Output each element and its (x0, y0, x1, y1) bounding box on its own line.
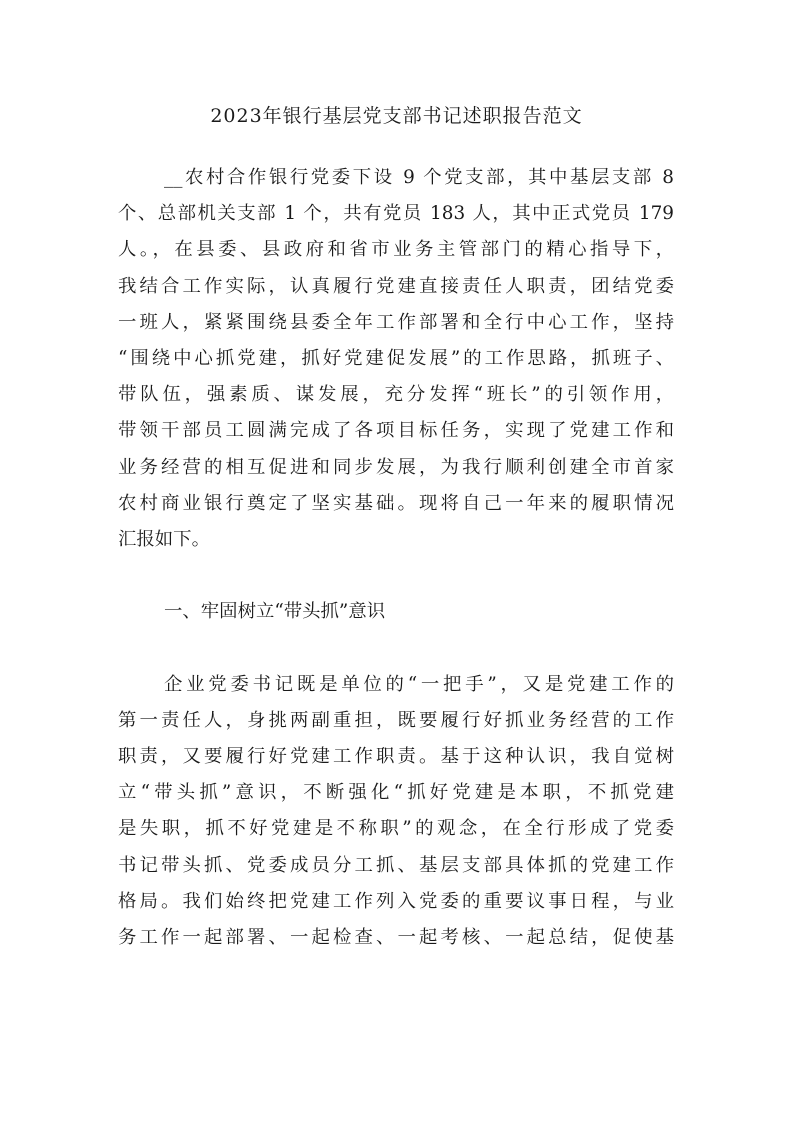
paragraph-line: 汇报如下。 (118, 528, 210, 550)
paragraph-line: 是失职，抓不好党建是不称职”的观念，在全行形成了党委 (118, 818, 674, 840)
paragraph-line: 务工作一起部署、一起检查、一起考核、一起总结，促使基 (118, 926, 674, 948)
paragraph-line: __农村合作银行党委下设 9 个党支部，其中基层支部 8 (164, 167, 674, 188)
paragraph-line: 一班人，紧紧围绕县委全年工作部署和全行中心工作，坚持 (118, 311, 674, 333)
paragraph-line: 我结合工作实际，认真履行党建直接责任人职责，团结党委 (118, 275, 674, 297)
document-title: 2023年银行基层党支部书记述职报告范文 (210, 105, 583, 127)
paragraph-line: 个、总部机关支部 1 个，共有党员 183 人，其中正式党员 179 (118, 203, 674, 225)
paragraph-line: 书记带头抓、党委成员分工抓、基层支部具体抓的党建工作 (118, 854, 674, 876)
paragraph-gap (118, 630, 674, 666)
paragraph-line: “围绕中心抓党建，抓好党建促发展”的工作思路，抓班子、 (118, 347, 674, 369)
paragraph-line: 带队伍，强素质、谋发展，充分发挥“班长”的引领作用， (118, 384, 674, 406)
paragraph-line: 农村商业银行奠定了坚实基础。现将自己一年来的履职情况 (118, 492, 674, 514)
paragraph-line: 业务经营的相互促进和同步发展，为我行顺利创建全市首家 (118, 456, 674, 478)
paragraph-line: 第一责任人，身挑两副重担，既要履行好抓业务经营的工作 (118, 709, 674, 731)
paragraph-line: 格局。我们始终把党建工作列入党委的重要议事日程，与业 (118, 890, 674, 912)
section-heading: 一、牢固树立“带头抓”意识 (164, 601, 386, 623)
document-body (118, 160, 674, 956)
paragraph-line: 带领干部员工圆满完成了各项目标任务，实现了党建工作和 (118, 420, 674, 442)
paragraph-gap (118, 558, 674, 594)
paragraph-line: 人。，在县委、县政府和省市业务主管部门的精心指导下， (118, 239, 674, 261)
paragraph-line: 职责，又要履行好党建工作职责。基于这种认识，我自觉树 (118, 746, 674, 767)
paragraph-line: 立“带头抓”意识，不断强化“抓好党建是本职，不抓党建 (118, 782, 674, 804)
paragraph-line: 企业党委书记既是单位的“一把手”，又是党建工作的 (164, 673, 674, 695)
